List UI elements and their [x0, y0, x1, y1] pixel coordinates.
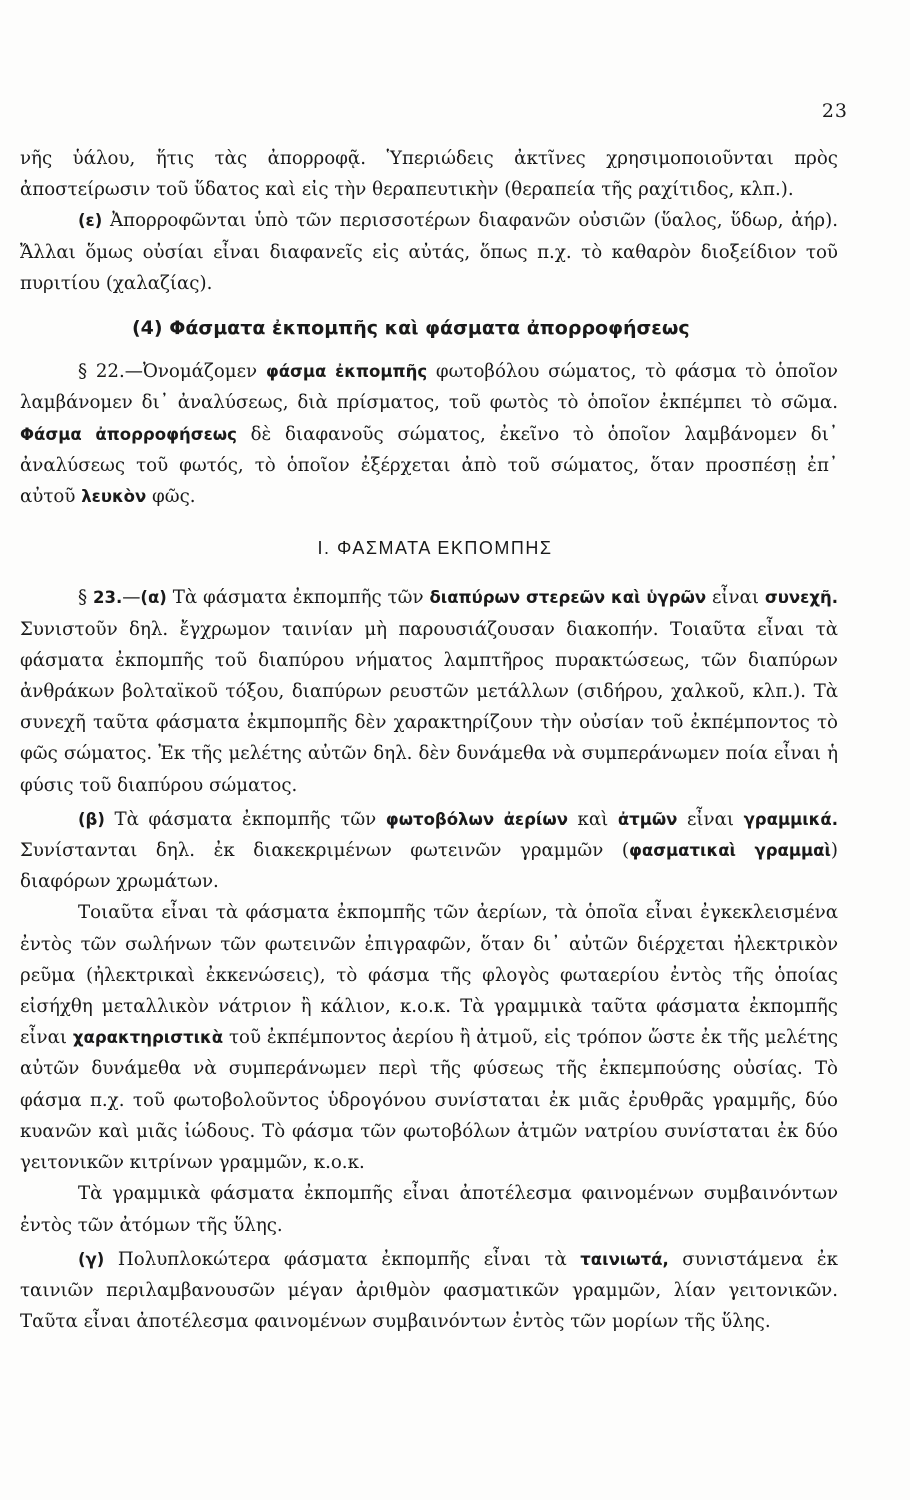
- p22-a: § 22.—Ὀνομάζομεν: [78, 361, 266, 383]
- paragraph-intro: [20, 143, 838, 205]
- paragraph-examples: [20, 897, 838, 1178]
- label-c: (γ): [78, 1249, 105, 1269]
- term-characteristic: χαρακτηριστικὰ: [72, 1028, 224, 1048]
- p23-number: 23.: [93, 588, 123, 608]
- paragraph-e: [20, 205, 838, 299]
- term-luminous-gases: φωτοβόλων ἀερίων: [385, 809, 568, 829]
- p23-d: εἶναι: [706, 587, 765, 609]
- term-continuous: συνεχῆ.: [764, 588, 838, 608]
- p-examples-a: Τοιαῦτα εἶναι τὰ φάσματα ἐκπομπῆς τῶν ἀερίων, τὰ ὁποῖα εἶναι ἐγκεκλεισμένα ἐντὸς τῶν σωλήνων τῶν φωτεινῶν ἐπιγραφῶν, ὅταν δι᾿ αὐτῶν διέρχεται ἠλεκτρικὸν ρεῦμα (ἠλεκτρικαὶ ἐκκενώσεις), τὸ φάσμα τῆς φλογὸς φωταερίου ἐντὸς τῆς ὁποίας εἰσήχθη μεταλλικὸν νάτριον ἢ κάλιον, κ.ο.κ. Τὰ γραμμικὰ ταῦτα φάσματα ἐκπομπῆς εἶναι: [20, 902, 838, 1049]
- paragraph-23a: [20, 582, 838, 800]
- p22-g: φῶς.: [146, 486, 196, 508]
- pb-g: Συνίστανται δηλ. ἐκ διακεκριμένων φωτεινῶν γραμμῶν (: [20, 840, 629, 862]
- paragraph-intro-text: νῆς ὑάλου, ἥτις τὰς ἀπορροφᾷ. Ὑπεριώδεις ἀκτῖνες χρησιμοποιοῦνται πρὸς ἀποστείρωσιν τοῦ ὕδατος καὶ εἰς τὴν θεραπευτικὴν (θεραπεία τῆς ραχίτιδος, κλπ.).: [20, 148, 838, 201]
- pb-e: εἶναι: [677, 808, 744, 830]
- term-absorption-spectrum: Φάσμα ἀπορροφήσεως: [20, 424, 237, 444]
- section-title: I. ΦΑΣΜΑΤΑ ΕΚΠΟΜΠΗΣ: [317, 538, 553, 559]
- pb-c: καὶ: [567, 808, 618, 830]
- pg-c: συνιστάμενα ἐκ ταινιῶν περιλαμβανουσῶν μέγαν ἀριθμὸν φασματικῶν γραμμῶν, λίαν γειτονικῶν. Ταῦτα εἶναι ἀποτέλεσμα φαινομένων συμβαινόντων ἐντὸς τῶν μορίων τῆς ὕλης.: [20, 1248, 838, 1333]
- label-b: (β): [78, 809, 105, 829]
- subsection-heading-4: (4) Φάσματα ἐκπομπῆς καὶ φάσματα ἀπορροφήσεως: [132, 317, 690, 340]
- term-band: ταινιωτά,: [580, 1249, 669, 1269]
- pg-a: Πολυπλοκώτερα φάσματα ἐκπομπῆς εἶναι τὰ: [104, 1248, 581, 1270]
- term-linear: γραμμικά.: [743, 809, 838, 829]
- paragraph-23c: [20, 1244, 838, 1338]
- term-vapors: ἀτμῶν: [617, 809, 678, 829]
- p-line-spectra-text: Τὰ γραμμικὰ φάσματα ἐκπομπῆς εἶναι ἀποτέλεσμα φαινομένων συμβαινόντων ἐντὸς τῶν ἀτόμων τῆς ὕλης.: [20, 1183, 838, 1236]
- paragraph-e-text: Ἀπορροφῶνται ὑπὸ τῶν περισσοτέρων διαφανῶν οὐσιῶν (ὕαλος, ὕδωρ, ἀήρ). Ἄλλαι ὅμως οὐσίαι εἶναι διαφανεῖς εἰς αὐτάς, ὅπως π.χ. τὸ καθαρὸν διοξείδιον τοῦ πυριτίου (χαλαζίας).: [20, 210, 838, 294]
- pb-a: Τὰ φάσματα ἐκπομπῆς τῶν: [104, 808, 386, 830]
- paragraph-23b: [20, 804, 838, 898]
- term-emission-spectrum: φάσμα ἐκπομπῆς: [265, 362, 428, 382]
- term-incandescent-solids-liquids: διαπύρων στερεῶν καὶ ὑγρῶν: [429, 588, 707, 608]
- label-a: (α): [140, 588, 167, 608]
- term-spectral-lines: φασματικαὶ γραμμαὶ: [628, 841, 831, 861]
- body-text: [20, 143, 838, 1337]
- p22-c: φωτοβόλου σώματος, τὸ φάσμα τὸ ὁποῖον λαμβάνομεν δι᾿ ἀναλύσεως, διὰ πρίσματος, τοῦ φωτὸς τὸ ὁποῖον ἐκπέμπει τὸ σῶμα.: [20, 361, 838, 414]
- p23-b: Τὰ φάσματα ἐκπομπῆς τῶν: [166, 587, 430, 609]
- paragraph-22: [20, 356, 838, 512]
- p22-e: δὲ διαφανοῦς σώματος, ἐκεῖνο τὸ ὁποῖον λαμβάνομεν δι᾿ ἀναλύσεως τοῦ φωτός, τὸ ὁποῖον ἐξέρχεται ἀπὸ τοῦ σώματος, ὅταν προσπέσῃ ἐπ᾿ αὐτοῦ: [20, 423, 838, 508]
- p23-dash: —: [122, 587, 141, 609]
- term-white: λευκὸν: [81, 487, 147, 507]
- p23-f: Συνιστοῦν δηλ. ἔγχρωμον ταινίαν μὴ παρουσιάζουσαν διακοπήν. Τοιαῦτα εἶναι τὰ φάσματα ἐκπομπῆς τοῦ διαπύρου νήματος λαμπτῆρος πυρακτώσεως, τῶν διαπύρων ἀνθράκων βολταϊκοῦ τόξου, διαπύρων ρευστῶν μετάλλων (σιδήρου, χαλκοῦ, κλπ.). Τὰ συνεχῆ ταῦτα φάσματα ἐκμπομπῆς δὲν χαρακτηρίζουν τὴν οὐσίαν τοῦ ἐκπέμποντος τὸ φῶς σώματος. Ἐκ τῆς μελέτης αὐτῶν δηλ. δὲν δυνάμεθα νὰ συμπεράνωμεν ποία εἶναι ἡ φύσις τοῦ διαπύρου σώματος.: [20, 618, 838, 796]
- pb-i: ) διαφόρων χρωμάτων.: [20, 840, 838, 893]
- p23-section-sign: §: [78, 587, 93, 609]
- page-number: 23: [821, 100, 848, 122]
- paragraph-line-spectra: [20, 1178, 838, 1240]
- label-e: (ε): [78, 211, 103, 231]
- p-examples-c: τοῦ ἐκπέμποντος ἀερίου ἢ ἀτμοῦ, εἰς τρόπον ὥστε ἐκ τῆς μελέτης αὐτῶν δυνάμεθα νὰ συμπεράνωμεν περὶ τῆς φύσεως τῆς ἐκπεμπούσης οὐσίας. Τὸ φάσμα π.χ. τοῦ φωτοβολοῦντος ὑδρογόνου συνίσταται ἐκ μιᾶς ἐρυθρᾶς γραμμῆς, δύο κυανῶν καὶ μιᾶς ἰώδους. Τὸ φάσμα τῶν φωτοβόλων ἀτμῶν νατρίου συνίσταται ἐκ δύο γειτονικῶν κιτρίνων γραμμῶν, κ.ο.κ.: [20, 1027, 839, 1174]
